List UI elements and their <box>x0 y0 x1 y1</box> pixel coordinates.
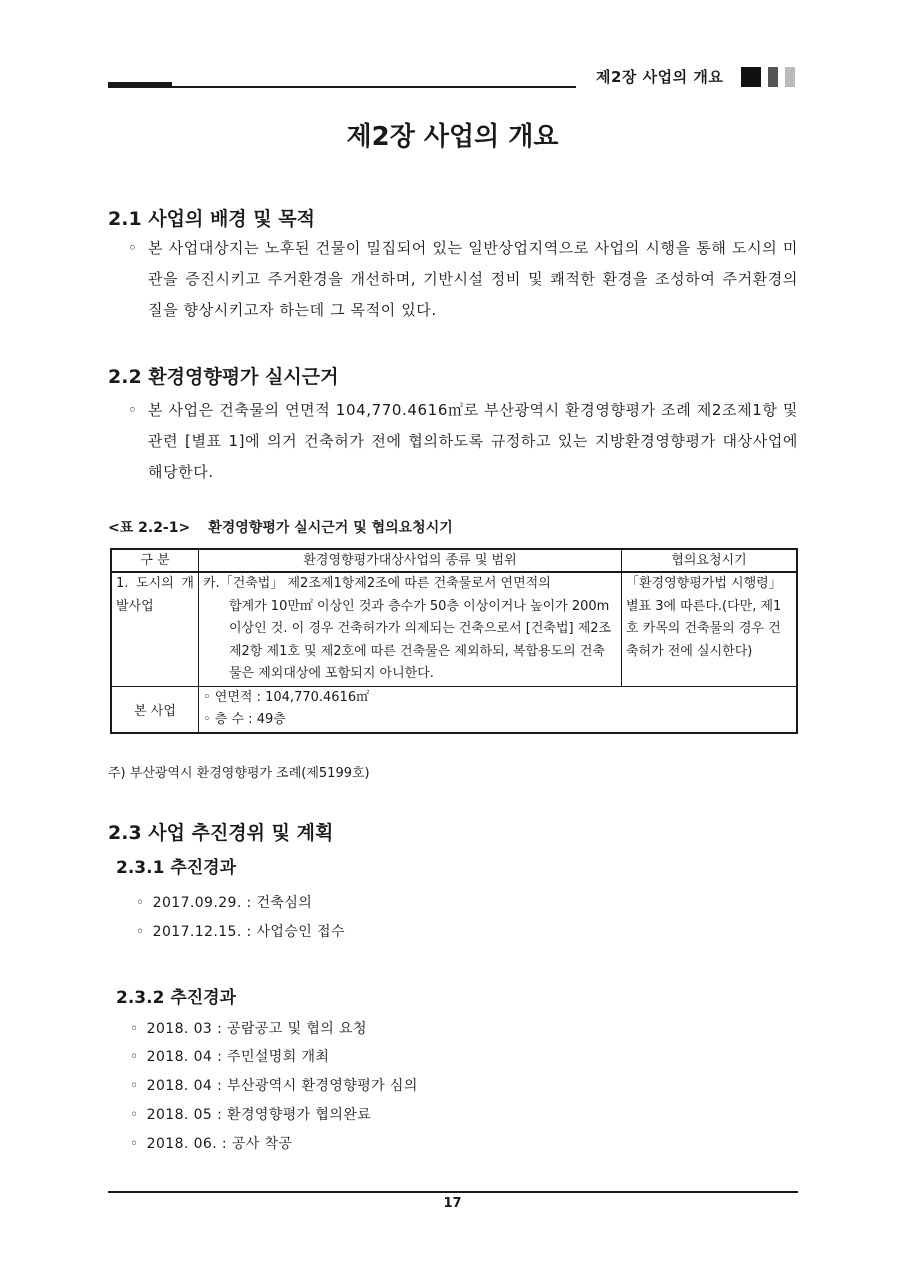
section-2-3-heading: 2.3 사업 추진경위 및 계획 <box>108 822 334 844</box>
row2-floors: ◦ 층 수 : 49층 <box>203 712 286 727</box>
chapter-title: 제2장 사업의 개요 <box>346 122 559 152</box>
bullet: ◦ <box>136 924 145 940</box>
evaluation-basis-table <box>110 548 798 734</box>
list-item <box>136 892 312 912</box>
row1-timing <box>622 572 798 686</box>
list-item-text: 2018. 04 : 주민설명회 개최 <box>146 1049 330 1065</box>
bullet: ◦ <box>128 239 138 257</box>
table-caption-title: 환경영향평가 실시근거 및 협의요청시기 <box>208 520 453 536</box>
row1-timing-text: 「환경영향평가법 시행령」 별표 3에 따른다.(다만, 제1호 카목의 건축물의 경우 건축허가 전에 실시한다) <box>626 576 782 659</box>
bullet: ◦ <box>130 1078 139 1094</box>
row1-scope <box>199 572 622 686</box>
bullet: ◦ <box>130 1049 139 1065</box>
row1-scope-lead: 카.「건축법」 제2조제1항제2조에 따른 건축물로서 연면적의 <box>203 576 551 591</box>
bullet: ◦ <box>128 401 138 419</box>
section-2-2-heading: 2.2 환경영향평가 실시근거 <box>108 366 339 388</box>
row2-category: 본 사업 <box>111 686 199 733</box>
list-item <box>130 1075 418 1095</box>
list-item-text: 2018. 03 : 공람공고 및 협의 요청 <box>146 1021 367 1037</box>
list-item <box>130 1104 371 1124</box>
list-item-text: 2018. 04 : 부산광역시 환경영향평가 심의 <box>146 1078 418 1094</box>
list-item <box>136 921 345 941</box>
table-note: 주) 부산광역시 환경영향평가 조례(제5199호) <box>108 766 370 781</box>
table-caption-number: <표 2.2-1> <box>108 520 191 536</box>
header-block-dark <box>741 67 761 87</box>
row1-scope-rest: 합계가 10만㎡ 이상인 것과 층수가 50층 이상이거나 높이가 200m 이상인 것. 이 경우 건축허가가 의제되는 건축으로서 [건축법] 제2조제2항 제1호 및 제2호에 따른 건축물은 제외하되, 복합용도의 건축물은 제외대상에 포함되지 아니한다. <box>229 598 612 681</box>
header-category: 구 분 <box>111 549 199 572</box>
list-item-text: 2018. 06. : 공사 착공 <box>146 1136 293 1152</box>
row1-category <box>111 572 199 686</box>
list-item-text: 2017.09.29. : 건축심의 <box>152 895 313 911</box>
list-item-text: 2017.12.15. : 사업승인 접수 <box>152 924 345 940</box>
list-item <box>130 1133 292 1153</box>
header-rule <box>108 86 576 88</box>
section-2-1-heading: 2.1 사업의 배경 및 목적 <box>108 208 315 230</box>
header-block-mid <box>768 67 778 87</box>
table-header-row <box>111 549 797 572</box>
header-block-light <box>785 67 795 87</box>
paragraph-text: 본 사업은 건축물의 연면적 104,770.4616㎡로 부산광역시 환경영향평가 조례 제2조제1항 및 관련 [별표 1]에 의거 건축허가 전에 협의하도록 규정하고 있는 지방환경영향평가 대상사업에 해당한다. <box>148 401 798 481</box>
section-2-2-paragraph <box>128 395 798 488</box>
list-item-text: 2018. 05 : 환경영향평가 협의완료 <box>146 1107 372 1123</box>
footer-rule <box>108 1191 798 1193</box>
section-2-1-paragraph <box>128 233 798 326</box>
row1-category-text: 1. 도시의 개발사업 <box>116 576 194 614</box>
section-2-3-2-heading: 2.3.2 추진경과 <box>116 988 237 1008</box>
row2-area: ◦ 연면적 : 104,770.4616㎡ <box>203 689 370 705</box>
running-header-title: 제2장 사업의 개요 <box>596 68 724 86</box>
bullet: ◦ <box>130 1021 139 1037</box>
bullet: ◦ <box>136 895 145 911</box>
page-number: 17 <box>443 1196 462 1211</box>
list-item <box>130 1046 329 1066</box>
header-timing: 협의요청시기 <box>622 549 798 572</box>
list-item <box>130 1018 367 1038</box>
paragraph-text: 본 사업대상지는 노후된 건물이 밀집되어 있는 일반상업지역으로 사업의 시행을 통해 도시의 미관을 증진시키고 주거환경을 개선하며, 기반시설 정비 및 쾌적한 환경을 조성하여 주거환경의 질을 향상시키고자 하는데 그 목적이 있다. <box>148 239 798 319</box>
section-2-3-1-heading: 2.3.1 추진경과 <box>116 858 237 878</box>
header-scope: 환경영향평가대상사업의 종류 및 범위 <box>199 549 622 572</box>
bullet: ◦ <box>130 1136 139 1152</box>
bullet: ◦ <box>130 1107 139 1123</box>
table-caption <box>108 517 471 537</box>
row2-details <box>199 686 798 733</box>
table-row <box>111 686 797 733</box>
table-row <box>111 572 797 686</box>
